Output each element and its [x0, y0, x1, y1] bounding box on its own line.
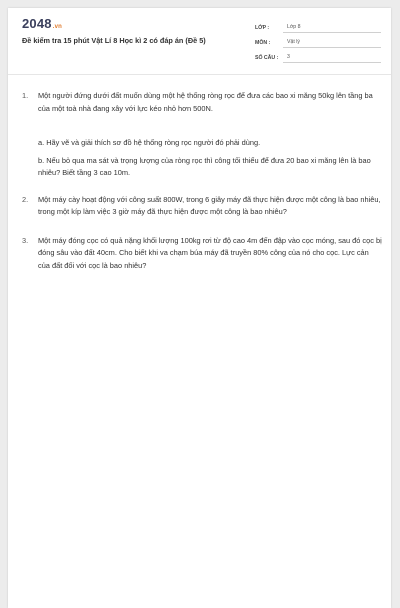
question-3 — [22, 235, 382, 273]
logo-suffix: .vn — [52, 24, 63, 30]
document-page — [8, 8, 391, 608]
meta-value-class: Lớp 8 — [283, 24, 381, 33]
question-text: Một người đứng dưới đất muốn dùng một hệ thống ròng rọc để đưa các bao xi măng 50kg lên tầng ba của một toà nhà đang xây với lực kéo nhỏ hơn 500N. — [38, 91, 373, 113]
question-1 — [22, 90, 382, 115]
header-divider — [8, 74, 391, 75]
document-title: Đề kiểm tra 15 phút Vật Lí 8 Học kì 2 có đáp án (Đề 5) — [22, 36, 206, 45]
question-1-part-a: a. Hãy vẽ và giải thích sơ đồ hệ thống ròng rọc người đó phải dùng. — [38, 138, 261, 147]
document-meta — [255, 19, 381, 64]
question-2 — [22, 194, 382, 219]
question-number: 2. — [22, 194, 29, 204]
meta-row-class — [255, 19, 381, 33]
meta-label-count: SỐ CÂU : — [255, 55, 279, 61]
meta-row-subject — [255, 34, 381, 48]
meta-value-subject: Vật lý — [283, 39, 381, 48]
meta-label-subject: MÔN : — [255, 40, 271, 46]
meta-label-class: LỚP : — [255, 25, 270, 31]
question-list — [22, 90, 382, 272]
meta-value-count: 3 — [283, 54, 381, 63]
question-1-part-b: b. Nếu bỏ qua ma sát và trọng lượng của ròng rọc thì công tối thiểu để đưa 20 bao xi măng lên là bao nhiêu? Biết tầng 3 cao 10m. — [38, 155, 371, 177]
question-text: Một máy cày hoạt động với công suất 800W, trong 6 giây máy đã thực hiện được một công là bao nhiêu, trong một kíp làm việc 3 giờ máy đã thực hiện được một công là bao nhiêu? — [38, 194, 381, 216]
meta-row-count — [255, 49, 381, 63]
logo-text: 2048 — [22, 16, 52, 31]
question-text: Một máy đóng cọc có quả nặng khối lượng 100kg rơi từ độ cao 4m đến đập vào cọc móng, sau đó cọc bị đóng sâu vào đất 40cm. Cho biết khi va chạm búa máy đã truyền 80% công của nó cho cọc. Lực cản của đất đối với cọc là bao nhiêu? — [38, 235, 382, 270]
site-logo[interactable] — [22, 16, 62, 31]
question-number: 3. — [22, 235, 29, 245]
question-number: 1. — [22, 91, 29, 100]
